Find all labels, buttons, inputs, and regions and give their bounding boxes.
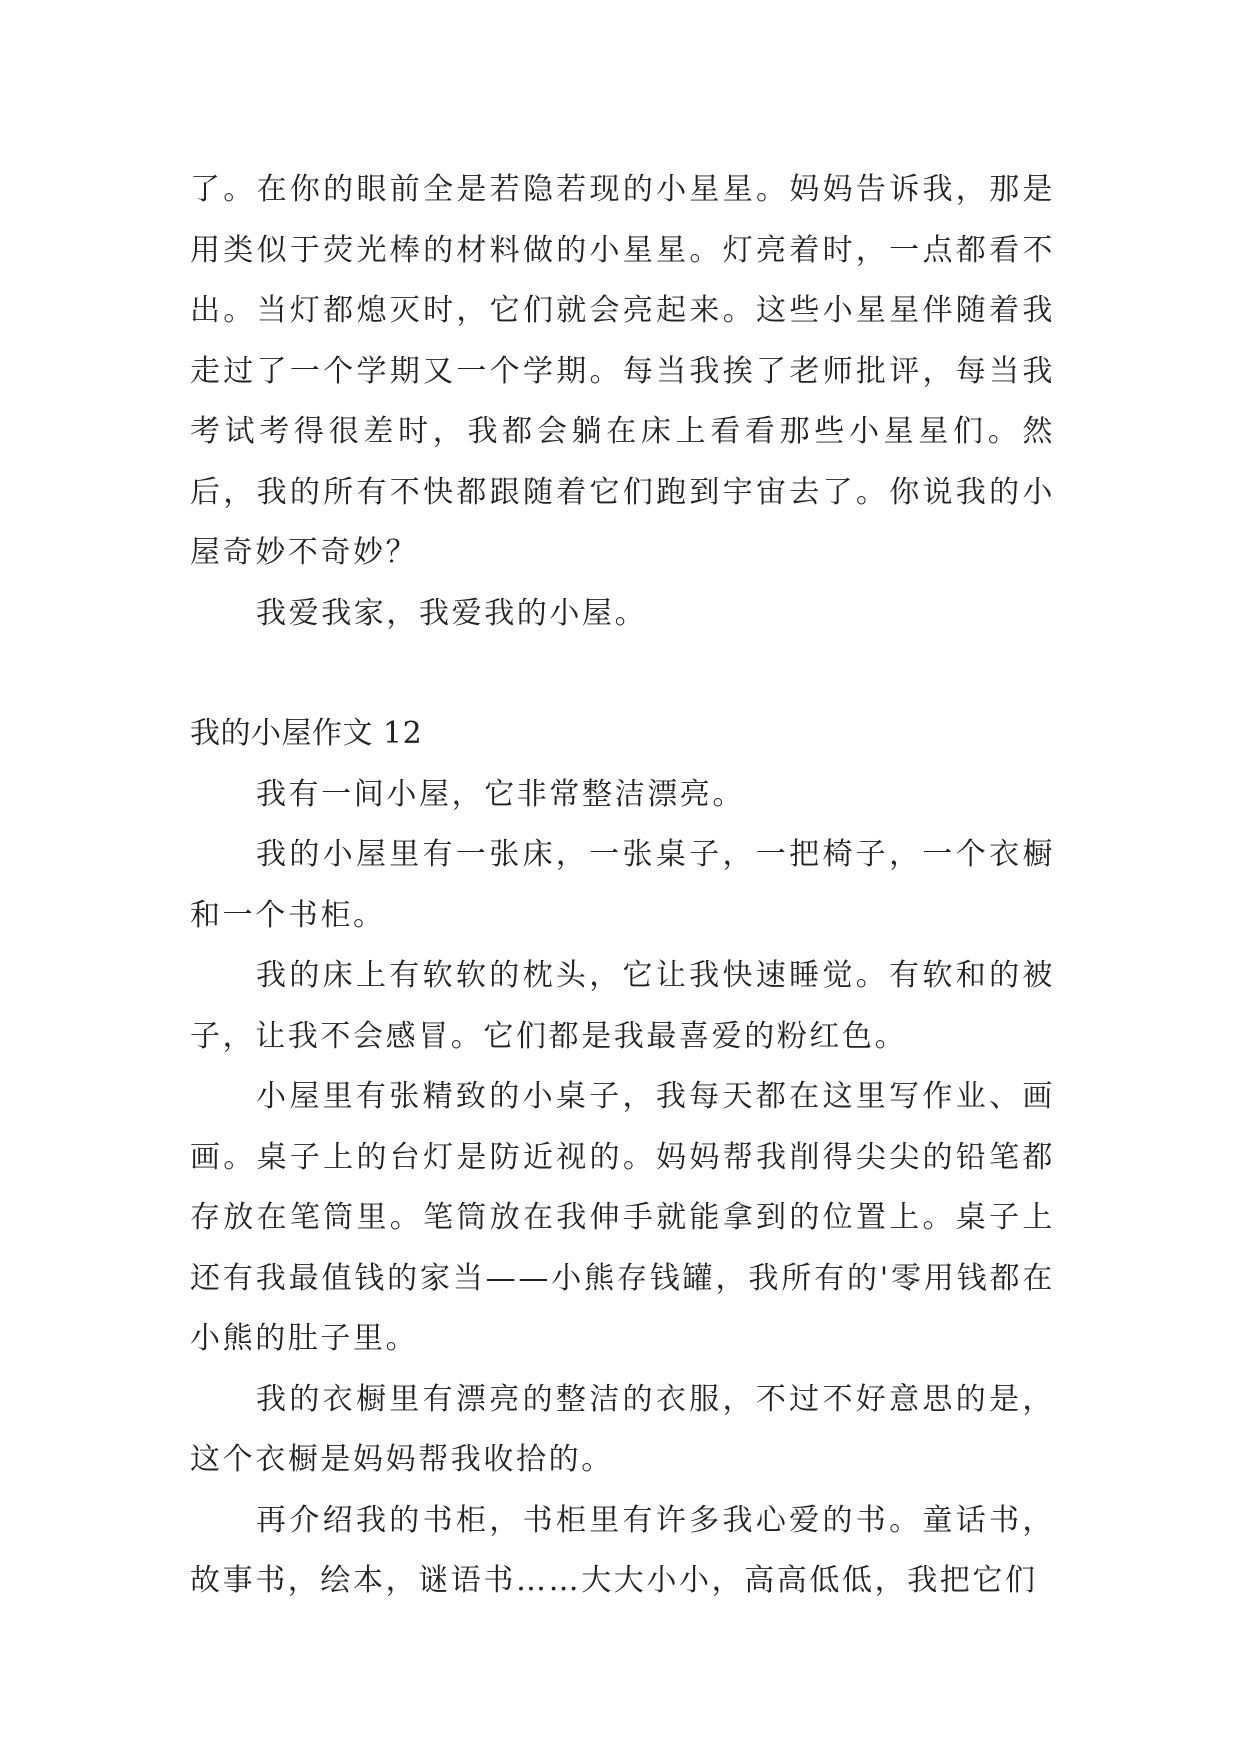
paragraph-love-home: 我爱我家，我爱我的小屋。 (256, 595, 648, 631)
paragraph-bed: 我的床上有软软的枕头，它让我快速睡觉。有软和的被子，让我不会感冒。它们都是我最喜爱的粉红色。 (190, 958, 1055, 1054)
paragraph-wardrobe: 我的衣橱里有漂亮的整洁的衣服，不过不好意思的是，这个衣橱是妈妈帮我收拾的。 (190, 1381, 1055, 1477)
paragraph-intro: 我有一间小屋，它非常整洁漂亮。 (256, 776, 745, 812)
paragraph-desk: 小屋里有张精致的小桌子，我每天都在这里写作业、画画。桌子上的台灯是防近视的。妈妈帮我削得尖尖的铅笔都存放在笔筒里。笔筒放在我伸手就能拿到的位置上。桌子上还有我最值钱的家当——小熊存钱罐，我所有的'零用钱都在小熊的肚子里。 (190, 1079, 1055, 1356)
paragraph-bookcase: 再介绍我的书柜，书柜里有许多我心爱的书。童话书，故事书，绘本，谜语书……大大小小，高高低低，我把它们 (190, 1502, 1055, 1598)
document-body (190, 160, 1055, 1612)
paragraph-stars: 了。在你的眼前全是若隐若现的小星星。妈妈告诉我，那是用类似于荧光棒的材料做的小星星。灯亮着时，一点都看不出。当灯都熄灭时，它们就会亮起来。这些小星星伴随着我走过了一个学期又一个学期。每当我挨了老师批评，每当我考试考得很差时，我都会躺在床上看看那些小星星们。然后，我的所有不快都跟随着它们跑到宇宙去了。你说我的小屋奇妙不奇妙？ (190, 172, 1055, 570)
section-gap (190, 644, 1055, 704)
section-title: 我的小屋作文 12 (190, 716, 423, 751)
paragraph-furniture: 我的小屋里有一张床，一张桌子，一把椅子，一个衣橱和一个书柜。 (190, 837, 1055, 933)
